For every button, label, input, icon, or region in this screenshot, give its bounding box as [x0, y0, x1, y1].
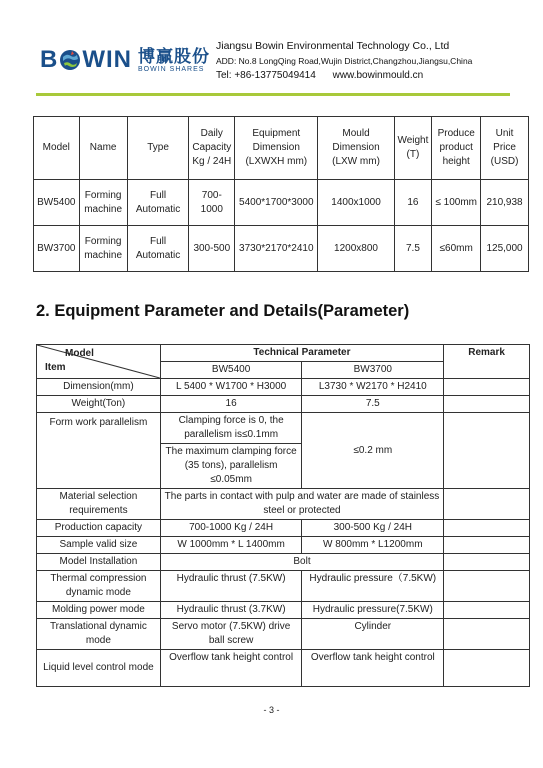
- remark-cell: [444, 571, 530, 602]
- table-cell: 7.5: [394, 226, 432, 272]
- row-label: Weight(Ton): [37, 396, 161, 413]
- company-info: [216, 40, 472, 81]
- table-cell: Hydraulic thrust (7.5KW): [160, 571, 302, 602]
- parameter-header-row: [37, 345, 530, 362]
- column-header: Unit Price (USD): [481, 117, 529, 180]
- table-cell: Full Automatic: [127, 226, 189, 272]
- table-row: [34, 180, 529, 226]
- row-label: Material selection requirements: [37, 489, 161, 520]
- row-label: Translational dynamic mode: [37, 619, 161, 650]
- model-item-corner-cell: [37, 345, 161, 379]
- model-bw5400-header: BW5400: [160, 362, 302, 379]
- table-cell: W 800mm * L1200mm: [302, 537, 444, 554]
- table-cell: BW5400: [34, 180, 80, 226]
- table-cell: L3730 * W2170 * H2410: [302, 379, 444, 396]
- column-header: Mould Dimension (LXW mm): [318, 117, 394, 180]
- table-row: [37, 379, 530, 396]
- row-label: Thermal compression dynamic mode: [37, 571, 161, 602]
- table-row: [37, 619, 530, 650]
- remark-cell: [444, 520, 530, 537]
- column-header: Type: [127, 117, 189, 180]
- row-label: Molding power mode: [37, 602, 161, 619]
- row-label: Model Installation: [37, 554, 161, 571]
- table-row: [37, 413, 530, 444]
- technical-parameter-header: Technical Parameter: [160, 345, 443, 362]
- company-tel: Tel: +86-13775049414: [216, 70, 316, 81]
- table-cell: Hydraulic pressure（7.5KW): [302, 571, 444, 602]
- table-row: [37, 571, 530, 602]
- corner-model-label: Model: [65, 348, 94, 359]
- remark-cell: [444, 650, 530, 687]
- table-cell: 700-1000 Kg / 24H: [160, 520, 302, 537]
- row-label: Production capacity: [37, 520, 161, 537]
- table-cell: Servo motor (7.5KW) drive ball screw: [160, 619, 302, 650]
- table-cell: 300-500 Kg / 24H: [302, 520, 444, 537]
- table-cell: BW3700: [34, 226, 80, 272]
- table-row: [37, 554, 530, 571]
- table-cell: Forming machine: [79, 226, 127, 272]
- company-name: Jiangsu Bowin Environmental Technology Co., Ltd: [216, 40, 450, 52]
- corner-item-label: Item: [45, 362, 66, 373]
- table-cell: 3730*2170*2410: [235, 226, 318, 272]
- table-cell: 5400*1700*3000: [235, 180, 318, 226]
- logo-letters-win: WIN: [82, 46, 132, 73]
- remark-cell: [444, 602, 530, 619]
- column-header: Weight (T): [394, 117, 432, 180]
- column-header: Name: [79, 117, 127, 180]
- table-cell: W 1000mm * L 1400mm: [160, 537, 302, 554]
- remark-cell: [444, 554, 530, 571]
- table-cell: Overflow tank height control: [302, 650, 444, 687]
- price-table: [33, 116, 529, 272]
- table-cell: 300-500: [189, 226, 235, 272]
- table-cell: Cylinder: [302, 619, 444, 650]
- logo-letter-b: B: [40, 46, 59, 73]
- globe-icon: [59, 49, 81, 71]
- remark-cell: [444, 413, 530, 489]
- header-divider: [36, 93, 510, 96]
- company-website: www.bowinmould.cn: [332, 70, 424, 81]
- table-cell: Forming machine: [79, 180, 127, 226]
- page-header: [0, 0, 543, 96]
- table-cell: 210,938: [481, 180, 529, 226]
- row-label: Form work parallelism: [37, 413, 161, 489]
- table-cell: 7.5: [302, 396, 444, 413]
- table-cell: 1200x800: [318, 226, 394, 272]
- table-row: [37, 602, 530, 619]
- table-cell: The parts in contact with pulp and water are made of stainless steel or protected: [160, 489, 443, 520]
- table-cell: ≤0.2 mm: [302, 413, 444, 489]
- remark-cell: [444, 396, 530, 413]
- table-cell: Overflow tank height control: [160, 650, 302, 687]
- row-label: Liquid level control mode: [37, 650, 161, 687]
- table-cell: L 5400 * W1700 * H3000: [160, 379, 302, 396]
- table-cell: 16: [394, 180, 432, 226]
- table-cell: Hydraulic thrust (3.7KW): [160, 602, 302, 619]
- brand-english-name: BOWIN SHARES: [138, 65, 205, 73]
- table-cell: Clamping force is 0, the parallelism is≤0.1mm: [160, 413, 302, 444]
- table-cell: ≤60mm: [432, 226, 481, 272]
- row-label: Sample valid size: [37, 537, 161, 554]
- table-cell: 1400x1000: [318, 180, 394, 226]
- remark-cell: [444, 537, 530, 554]
- price-table-header-row: [34, 117, 529, 180]
- table-cell: The maximum clamping force (35 tons), parallelism ≤0.05mm: [160, 444, 302, 489]
- remark-cell: [444, 619, 530, 650]
- table-cell: 16: [160, 396, 302, 413]
- table-cell: Hydraulic pressure(7.5KW): [302, 602, 444, 619]
- row-label: Dimension(mm): [37, 379, 161, 396]
- company-logo: [40, 46, 210, 74]
- section-heading: 2. Equipment Parameter and Details(Parameter): [36, 302, 410, 320]
- table-row: [37, 520, 530, 537]
- table-cell: 700-1000: [189, 180, 235, 226]
- table-cell: Full Automatic: [127, 180, 189, 226]
- table-cell: Bolt: [160, 554, 443, 571]
- page-number: - 3 -: [263, 705, 280, 715]
- column-header: Equipment Dimension (LXWXH mm): [235, 117, 318, 180]
- brand-chinese-name: 博赢股份: [138, 46, 210, 66]
- table-row: [37, 489, 530, 520]
- table-row: [37, 396, 530, 413]
- table-cell: 125,000: [481, 226, 529, 272]
- table-cell: ≤ 100mm: [432, 180, 481, 226]
- table-row: [34, 226, 529, 272]
- parameter-table: [36, 344, 530, 687]
- table-row: [37, 537, 530, 554]
- table-row: [37, 650, 530, 687]
- remark-header: Remark: [444, 345, 530, 379]
- column-header: Daily Capacity Kg / 24H: [189, 117, 235, 180]
- company-address: ADD: No.8 LongQing Road,Wujin District,Changzhou,Jiangsu,China: [216, 56, 473, 66]
- remark-cell: [444, 379, 530, 396]
- model-bw3700-header: BW3700: [302, 362, 444, 379]
- column-header: Model: [34, 117, 80, 180]
- remark-cell: [444, 489, 530, 520]
- column-header: Produce product height: [432, 117, 481, 180]
